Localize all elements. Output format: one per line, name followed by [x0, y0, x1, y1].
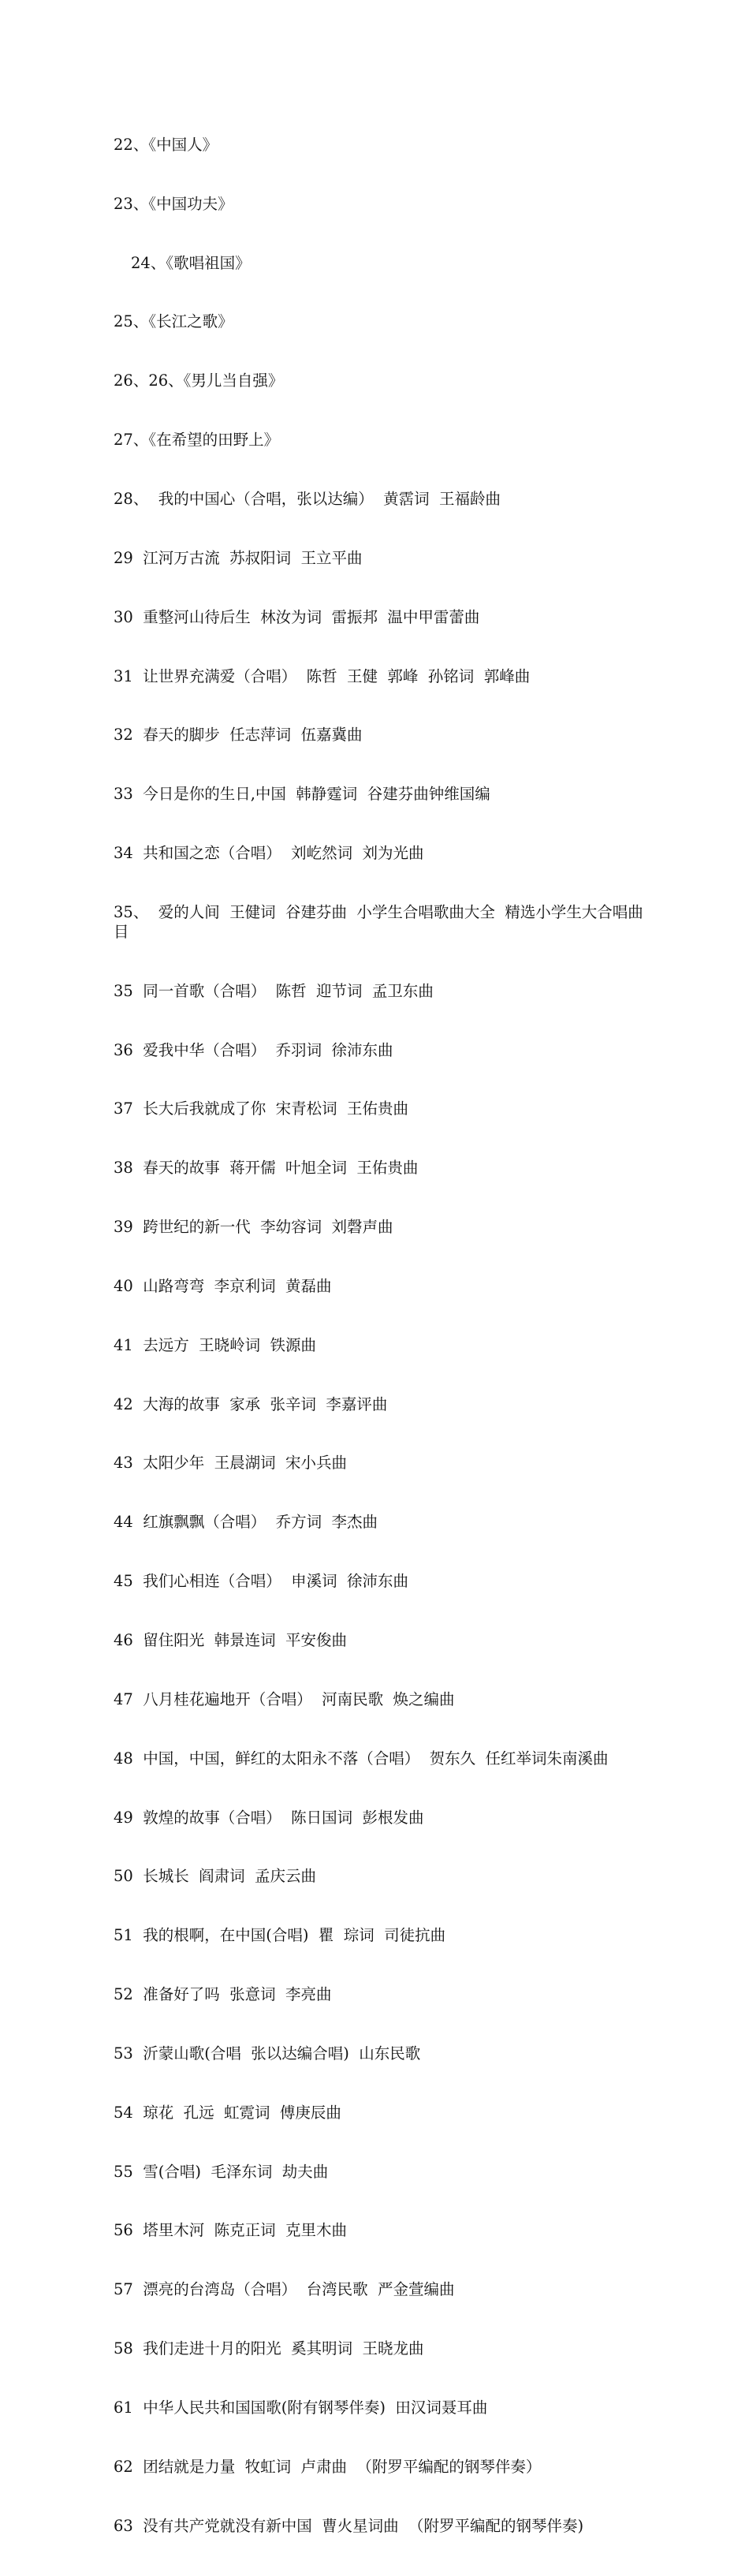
list-item: 52 准备好了吗 张意词 李亮曲 [114, 1985, 332, 2004]
list-item: 58 我们走进十月的阳光 奚其明词 王晓龙曲 [114, 2339, 424, 2358]
list-item: 48 中国，中国，鲜红的太阳永不落（合唱） 贺东久 任红举词朱南溪曲 [114, 1749, 609, 1768]
list-item: 24、《歌唱祖国》 [131, 253, 251, 272]
list-item: 29 江河万古流 苏叔阳词 王立平曲 [114, 548, 363, 567]
list-item: 32 春天的脚步 任志萍词 伍嘉冀曲 [114, 726, 363, 745]
list-item: 38 春天的故事 蒋开儒 叶旭全词 王佑贵曲 [114, 1159, 419, 1178]
list-item: 63 没有共产党就没有新中国 曹火星词曲 （附罗平编配的钢琴伴奏) [114, 2516, 584, 2535]
list-item: 34 共和国之恋（合唱） 刘屹然词 刘为光曲 [114, 844, 424, 863]
list-item: 41 去远方 王晓岭词 铁源曲 [114, 1335, 317, 1354]
song-list [114, 96, 650, 2576]
list-item: 50 长城长 阎肃词 孟庆云曲 [114, 1867, 317, 1886]
list-item: 35 同一首歌（合唱） 陈哲 迎节词 孟卫东曲 [114, 981, 434, 1000]
list-item: 22、《中国人》 [114, 135, 218, 154]
list-item: 28、 我的中国心（合唱，张以达编） 黄霑词 王福龄曲 [114, 489, 501, 508]
list-item: 43 太阳少年 王晨湖词 宋小兵曲 [114, 1454, 348, 1473]
list-item: 27、《在希望的田野上》 [114, 431, 280, 450]
list-item: 46 留住阳光 韩景连词 平安俊曲 [114, 1630, 348, 1649]
list-item: 44 红旗飘飘（合唱） 乔方词 李杰曲 [114, 1513, 378, 1532]
list-item: 31 让世界充满爱（合唱） 陈哲 王健 郭峰 孙铭词 郭峰曲 [114, 666, 531, 685]
list-item: 35、 爱的人间 王健词 谷建芬曲 小学生合唱歌曲大全 精选小学生大合唱曲目 [114, 902, 643, 941]
list-item: 53 沂蒙山歌(合唱 张以达编合唱) 山东民歌 [114, 2044, 421, 2063]
list-item: 47 八月桂花遍地开（合唱） 河南民歌 焕之编曲 [114, 1689, 455, 1708]
list-item: 57 漂亮的台湾岛（合唱） 台湾民歌 严金萱编曲 [114, 2280, 455, 2299]
list-item: 51 我的根啊，在中国(合唱) 瞿 琮词 司徒抗曲 [114, 1926, 446, 1945]
list-item: 45 我们心相连（合唱） 申溪词 徐沛东曲 [114, 1572, 409, 1591]
list-item: 26、26、《男儿当自强》 [114, 371, 284, 390]
list-item: 36 爱我中华（合唱） 乔羽词 徐沛东曲 [114, 1040, 393, 1059]
list-item: 55 雪(合唱) 毛泽东词 劫夫曲 [114, 2162, 329, 2181]
list-item: 49 敦煌的故事（合唱） 陈日国词 彭根发曲 [114, 1808, 424, 1827]
list-item: 62 团结就是力量 牧虹词 卢肃曲 （附罗平编配的钢琴伴奏） [114, 2457, 542, 2476]
list-item: 40 山路弯弯 李京利词 黄磊曲 [114, 1276, 332, 1295]
list-item: 56 塔里木河 陈克正词 克里木曲 [114, 2221, 348, 2240]
list-item: 30 重整河山待后生 林汝为词 雷振邦 温中甲雷蕾曲 [114, 607, 480, 626]
list-item: 33 今日是你的生日,中国 韩静霆词 谷建芬曲钟维国编 [114, 785, 490, 804]
list-item: 37 长大后我就成了你 宋青松词 王佑贵曲 [114, 1099, 409, 1118]
list-item: 61 中华人民共和国国歌(附有钢琴伴奏) 田汉词聂耳曲 [114, 2398, 488, 2417]
list-item: 42 大海的故事 家承 张辛词 李嘉评曲 [114, 1394, 388, 1413]
list-item: 25、《长江之歌》 [114, 312, 233, 331]
list-item: 39 跨世纪的新一代 李幼容词 刘磬声曲 [114, 1218, 393, 1237]
list-item: 23、《中国功夫》 [114, 194, 233, 213]
list-item: 54 琼花 孔远 虹霓词 傅庚辰曲 [114, 2103, 341, 2122]
